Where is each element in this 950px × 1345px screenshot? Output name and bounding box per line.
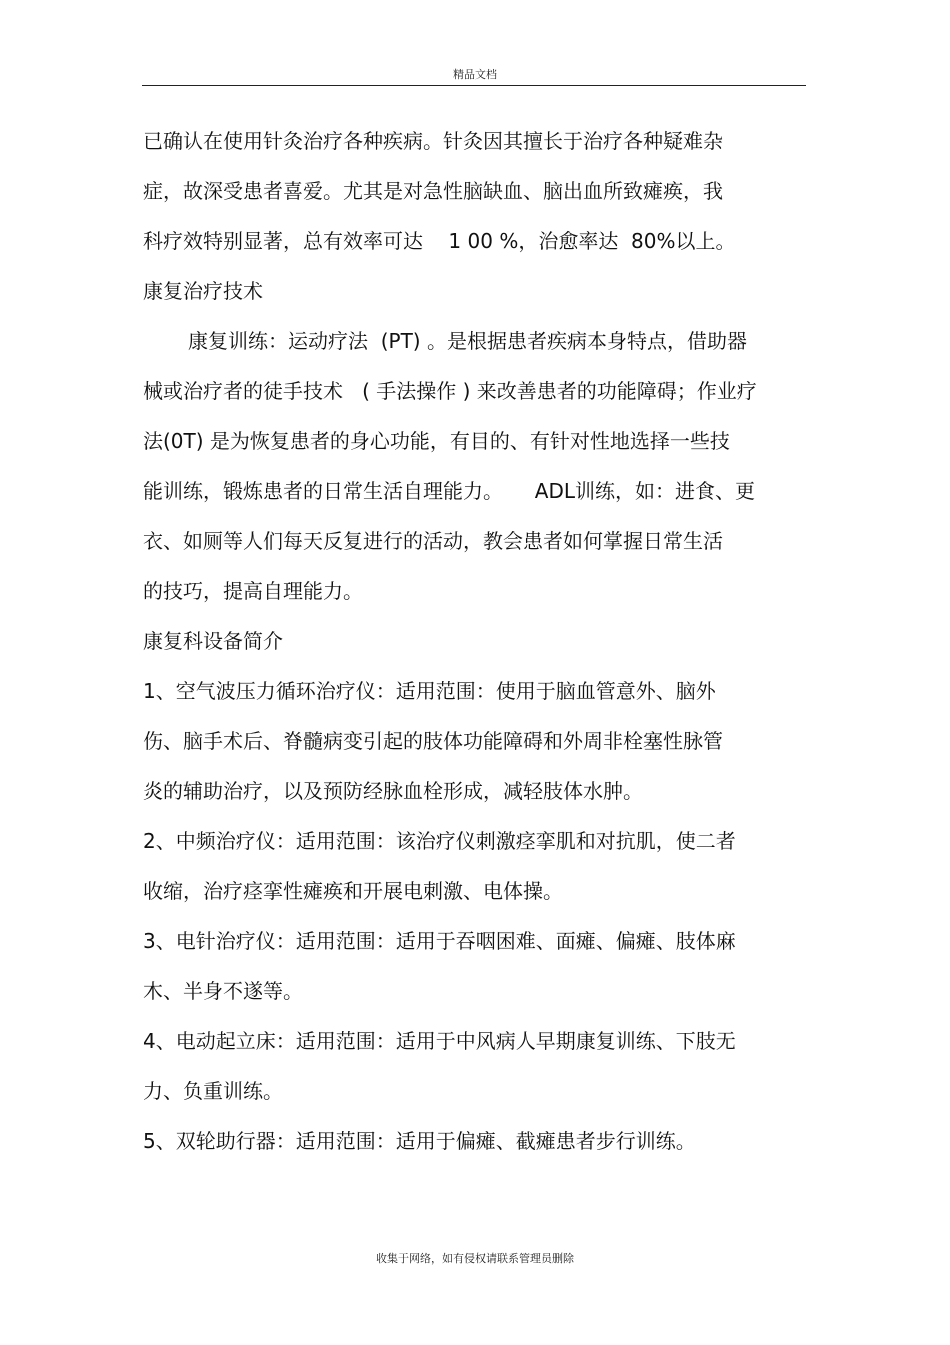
paragraph-line: 能训练，锻炼患者的日常生活自理能力。 ADL训练，如：进食、更: [143, 479, 756, 503]
list-item-line: 炎的辅助治疗，以及预防经脉血栓形成，减轻肢体水肿。: [143, 779, 643, 803]
list-item-line: 1、空气波压力循环治疗仪：适用范围：使用于脑血管意外、脑外: [143, 679, 716, 703]
list-item-line: 木、半身不遂等。: [143, 979, 303, 1003]
paragraph-line: 械或治疗者的徒手技术 ( 手法操作 ) 来改善患者的功能障碍；作业疗: [143, 379, 757, 403]
list-item-line: 力、负重训练。: [143, 1079, 283, 1103]
list-item-line: 2、中频治疗仪：适用范围：该治疗仪刺激痉挛肌和对抗肌，使二者: [143, 829, 736, 853]
section-heading: 康复治疗技术: [143, 279, 263, 303]
list-item-line: 收缩，治疗痉挛性瘫痪和开展电刺激、电体操。: [143, 879, 563, 903]
header-divider: [142, 85, 806, 86]
page-header: 精品文档: [453, 68, 497, 81]
paragraph-line: 已确认在使用针灸治疗各种疾病。针灸因其擅长于治疗各种疑难杂: [143, 129, 723, 153]
list-item-line: 4、电动起立床：适用范围：适用于中风病人早期康复训练、下肢无: [143, 1029, 736, 1053]
paragraph-line: 法(0T) 是为恢复患者的身心功能，有目的、有针对性地选择一些技: [143, 429, 730, 453]
paragraph-line: 科疗效特别显著，总有效率可达 1 00 %，治愈率达 80%以上。: [143, 229, 736, 253]
section-heading: 康复科设备简介: [143, 629, 283, 653]
paragraph-line: 衣、如厕等人们每天反复进行的活动，教会患者如何掌握日常生活: [143, 529, 723, 553]
paragraph-line: 的技巧，提高自理能力。: [143, 579, 363, 603]
list-item-line: 伤、脑手术后、脊髓病变引起的肢体功能障碍和外周非栓塞性脉管: [143, 729, 723, 753]
list-item-line: 5、双轮助行器：适用范围：适用于偏瘫、截瘫患者步行训练。: [143, 1129, 696, 1153]
list-item-line: 3、电针治疗仪：适用范围：适用于吞咽困难、面瘫、偏瘫、肢体麻: [143, 929, 736, 953]
page-footer: 收集于网络，如有侵权请联系管理员删除: [376, 1252, 574, 1265]
paragraph-line: 症，故深受患者喜爱。尤其是对急性脑缺血、脑出血所致瘫痪，我: [143, 179, 723, 203]
paragraph-line: 康复训练：运动疗法 (PT) 。是根据患者疾病本身特点，借助器: [188, 329, 747, 353]
